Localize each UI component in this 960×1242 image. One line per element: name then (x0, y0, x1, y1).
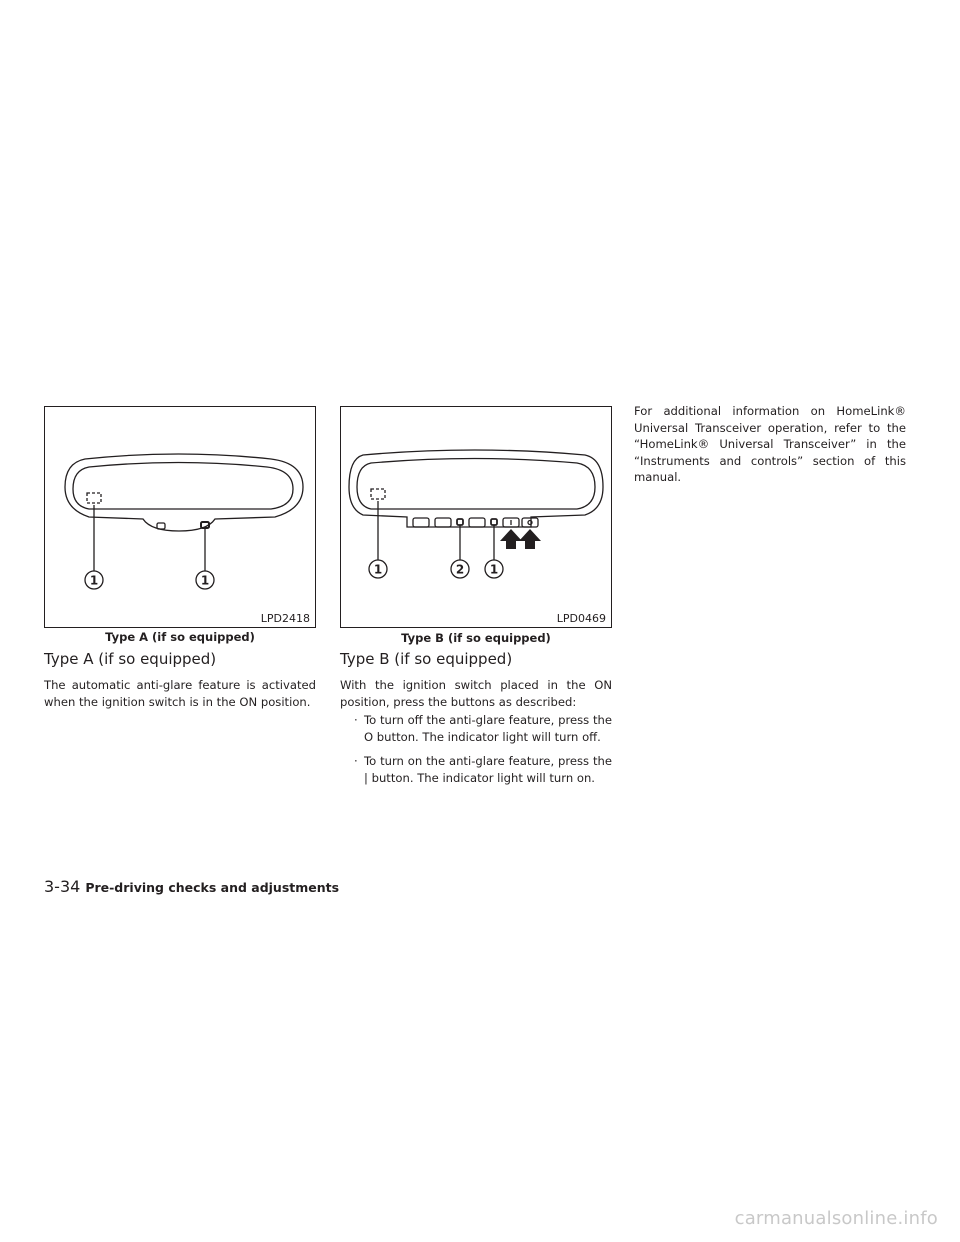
instruction-list (340, 712, 612, 794)
list-item (340, 753, 612, 786)
figure-code: LPD2418 (260, 612, 310, 625)
figure-caption-type-a: Type A (if so equipped) (105, 630, 255, 644)
footer-section-title: Pre-driving checks and adjustments (85, 880, 340, 895)
page-footer (44, 877, 339, 896)
watermark: carmanualsonline.info (734, 1208, 938, 1229)
page-number: 3-34 (44, 877, 81, 896)
list-item (340, 712, 612, 745)
bullet-icon: · (354, 754, 358, 769)
section-heading-type-b: Type B (if so equipped) (340, 650, 513, 668)
section-heading-type-a: Type A (if so equipped) (44, 650, 217, 668)
callout-1: 1 (200, 573, 210, 588)
figure-type-a (44, 406, 316, 628)
figure-code: LPD0469 (556, 612, 606, 625)
callout-2: 2 (455, 562, 465, 577)
callout-1: 1 (89, 573, 99, 588)
homelink-note: For additional information on HomeLink® Universal Transceiver operation, refer to the “HomeLink® Universal Transceiver” in the “Instruments and controls” section of this manual. (634, 404, 906, 485)
section-intro-type-b: With the ignition switch placed in the ON position, press the buttons as described: (340, 678, 612, 709)
figure-caption-type-b: Type B (if so equipped) (401, 631, 551, 645)
arrow-up-icon (519, 529, 541, 549)
arrow-up-icon (500, 529, 522, 549)
section-body-type-a: The automatic anti-glare feature is activated when the ignition switch is in the ON position. (44, 678, 316, 709)
mirror-type-a-illustration (45, 407, 317, 629)
mirror-type-b-illustration (341, 407, 613, 629)
callout-1: 1 (489, 562, 499, 577)
list-item-text: To turn off the anti-glare feature, press the O button. The indicator light will turn off. (364, 713, 612, 744)
figure-type-b (340, 406, 612, 628)
callout-1: 1 (373, 562, 383, 577)
list-item-text: To turn on the anti-glare feature, press the | button. The indicator light will turn on. (364, 754, 612, 785)
bullet-icon: · (354, 713, 358, 727)
